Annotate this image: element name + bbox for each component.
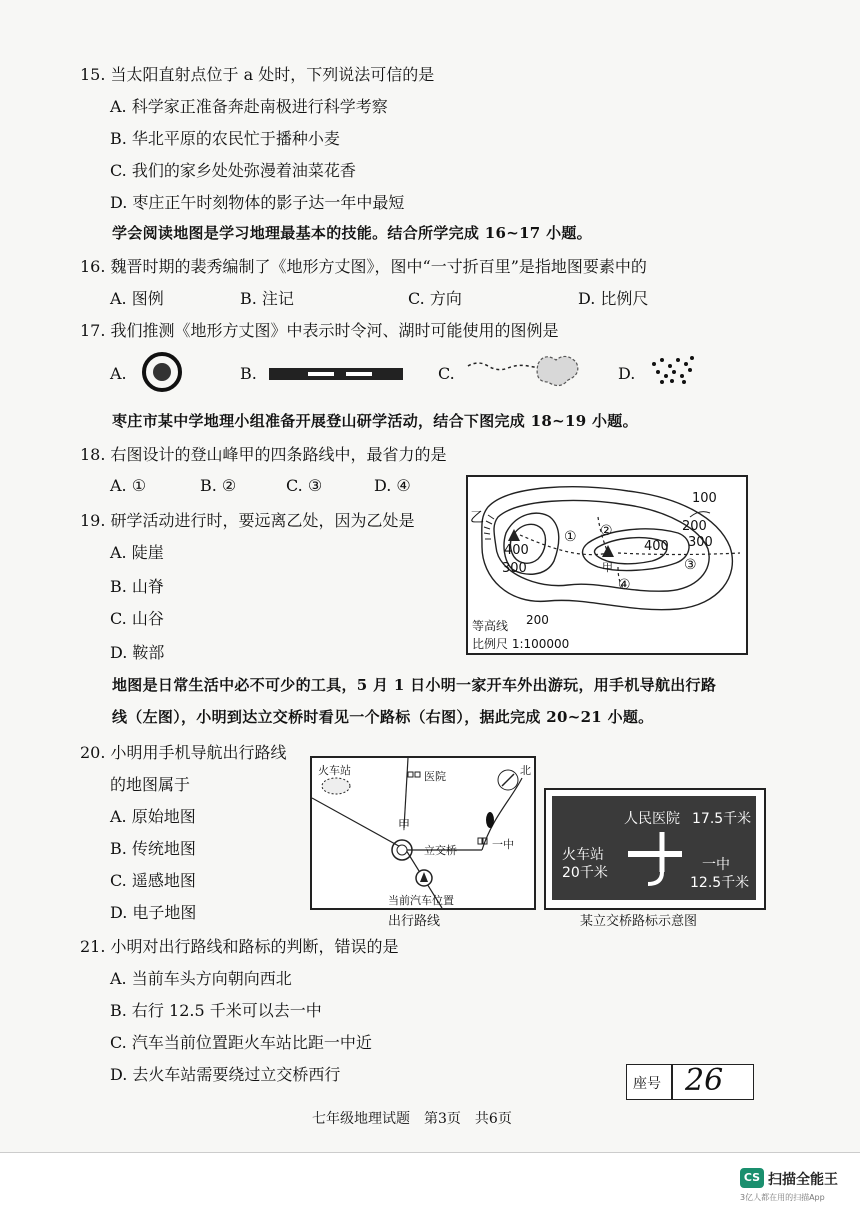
contour-label-300-left: 300 [502,561,527,576]
route-train-station: 火车站 [318,764,351,777]
route-hospital: 医院 [424,770,446,783]
route-map-roads [312,758,534,908]
contour-label-100: 100 [692,491,717,506]
seat-value: 26 [685,1063,724,1098]
q20-option-c: C. 遥感地图 [110,871,196,890]
contour-label-400-left: 400 [504,543,529,558]
q21-option-d: D. 去火车站需要绕过立交桥西行 [110,1065,341,1084]
q16-stem: 16. 魏晋时期的裴秀编制了《地形方丈图》，图中“一寸折百里”是指地图要素中的 [80,257,647,276]
q16-option-c: C. 方向 [408,289,462,308]
peak-jia-icon [602,545,614,557]
road-sign-frame [544,788,766,910]
q21-stem: 21. 小明对出行路线和路标的判断，错误的是 [80,937,399,956]
label-jia: 甲 [602,561,613,574]
route-overpass: 立交桥 [424,844,457,857]
legend-b-icon [268,366,404,382]
car-marker-icon [486,812,494,828]
q20-option-a: A. 原始地图 [110,807,196,826]
sign-station-dist: 20千米 [562,865,608,881]
q16-option-a: A. 图例 [110,289,164,308]
q15-option-d: D. 枣庄正午时刻物体的影子达一年中最短 [110,193,405,212]
road-sign-caption: 某立交桥路标示意图 [580,914,698,929]
sign-hospital: 人民医院 [624,811,680,827]
q21-option-a: A. 当前车头方向朝向西北 [110,969,292,988]
camscanner-logo: CS [740,1168,764,1188]
route-1-label: ① [564,529,577,545]
q18-option-d: D. ④ [374,476,411,495]
q19-option-c: C. 山谷 [110,609,164,628]
q19-option-b: B. 山脊 [110,577,164,596]
q17-option-d: D. [618,364,636,383]
contour-map [466,475,748,655]
legend-contour-label: 等高线 [472,619,509,633]
q18-stem: 18. 右图设计的登山峰甲的四条路线中，最省力的是 [80,445,447,464]
q20-option-d: D. 电子地图 [110,903,197,922]
q17-option-c: C. [438,364,455,383]
q17-stem: 17. 我们推测《地形方丈图》中表示时令河、湖时可能使用的图例是 [80,321,559,340]
q15-stem: 15. 当太阳直射点位于 a 处时，下列说法可信的是 [80,65,435,84]
q18-option-c: C. ③ [286,476,323,495]
q15-option-c: C. 我们的家乡处处弥漫着油菜花香 [110,161,356,180]
route-jia: 甲 [398,818,411,832]
seat-label: 座号 [633,1076,661,1092]
q19-stem: 19. 研学活动进行时，要远离乙处，因为乙处是 [80,511,415,530]
page-footer: 七年级地理试题 第3页 共6页 [312,1111,512,1127]
route-map [310,756,536,910]
label-yi: 乙 [470,510,484,526]
seat-box [626,1064,754,1100]
map-scale: 比例尺 1:100000 [472,637,570,651]
route-north: 北 [520,764,531,777]
contour-label-200: 200 [682,519,707,534]
peak-left-icon [508,529,520,541]
q20-option-b: B. 传统地图 [110,839,196,858]
intro-18-19: 枣庄市某中学地理小组准备开展登山研学活动，结合下图完成 18~19 小题。 [112,412,638,430]
scanner-bar [0,1152,860,1218]
intro-20-21-line2: 线（左图），小明到达立交桥时看见一个路标（右图），据此完成 20~21 小题。 [112,708,654,726]
route-map-caption: 出行路线 [388,914,441,929]
legend-a-icon [140,350,184,394]
q16-option-d: D. 比例尺 [578,289,649,308]
q18-option-a: A. ① [110,476,147,495]
q20-stem-line2: 的地图属于 [110,775,191,794]
camscanner-tagline: 3亿人都在用的扫描App [740,1193,825,1202]
q17-option-a: A. [110,364,127,383]
q16-option-b: B. 注记 [240,289,294,308]
route-2-label: ② [600,523,613,539]
q15-option-b: B. 华北平原的农民忙于播种小麦 [110,129,340,148]
camscanner-name: 扫描全能王 [768,1172,838,1188]
sign-school-dist: 12.5千米 [690,875,750,891]
q17-option-b: B. [240,364,257,383]
q20-stem-line1: 20. 小明用手机导航出行路线 [80,743,287,762]
q15-option-a: A. 科学家正准备奔赴南极进行科学考察 [110,97,388,116]
route-4-label: ④ [618,577,631,593]
q21-option-b: B. 右行 12.5 千米可以去一中 [110,1001,322,1020]
q19-option-d: D. 鞍部 [110,643,165,662]
q21-option-c: C. 汽车当前位置距火车站比距一中近 [110,1033,372,1052]
legend-c-icon [466,352,586,392]
sign-school: 一中 [702,857,730,873]
q19-option-a: A. 陡崖 [110,543,164,562]
intro-16-17: 学会阅读地图是学习地理最基本的技能。结合所学完成 16~17 小题。 [112,224,592,242]
legend-d-icon [648,354,698,386]
route-current-pos: 当前汽车位置 [388,894,454,907]
intro-20-21-line1: 地图是日常生活中必不可少的工具，5 月 1 日小明一家开车外出游玩，用手机导航出行路 [112,676,717,694]
sign-hospital-dist: 17.5千米 [692,811,752,827]
sign-station: 火车站 [562,847,604,863]
route-3-label: ③ [684,557,697,573]
q18-option-b: B. ② [200,476,237,495]
contour-label-400-right: 400 [644,539,669,554]
route-school: 一中 [492,838,514,851]
contour-label-300-right: 300 [688,535,713,550]
road-sign [552,796,756,900]
legend-contour-value: 200 [526,613,549,627]
